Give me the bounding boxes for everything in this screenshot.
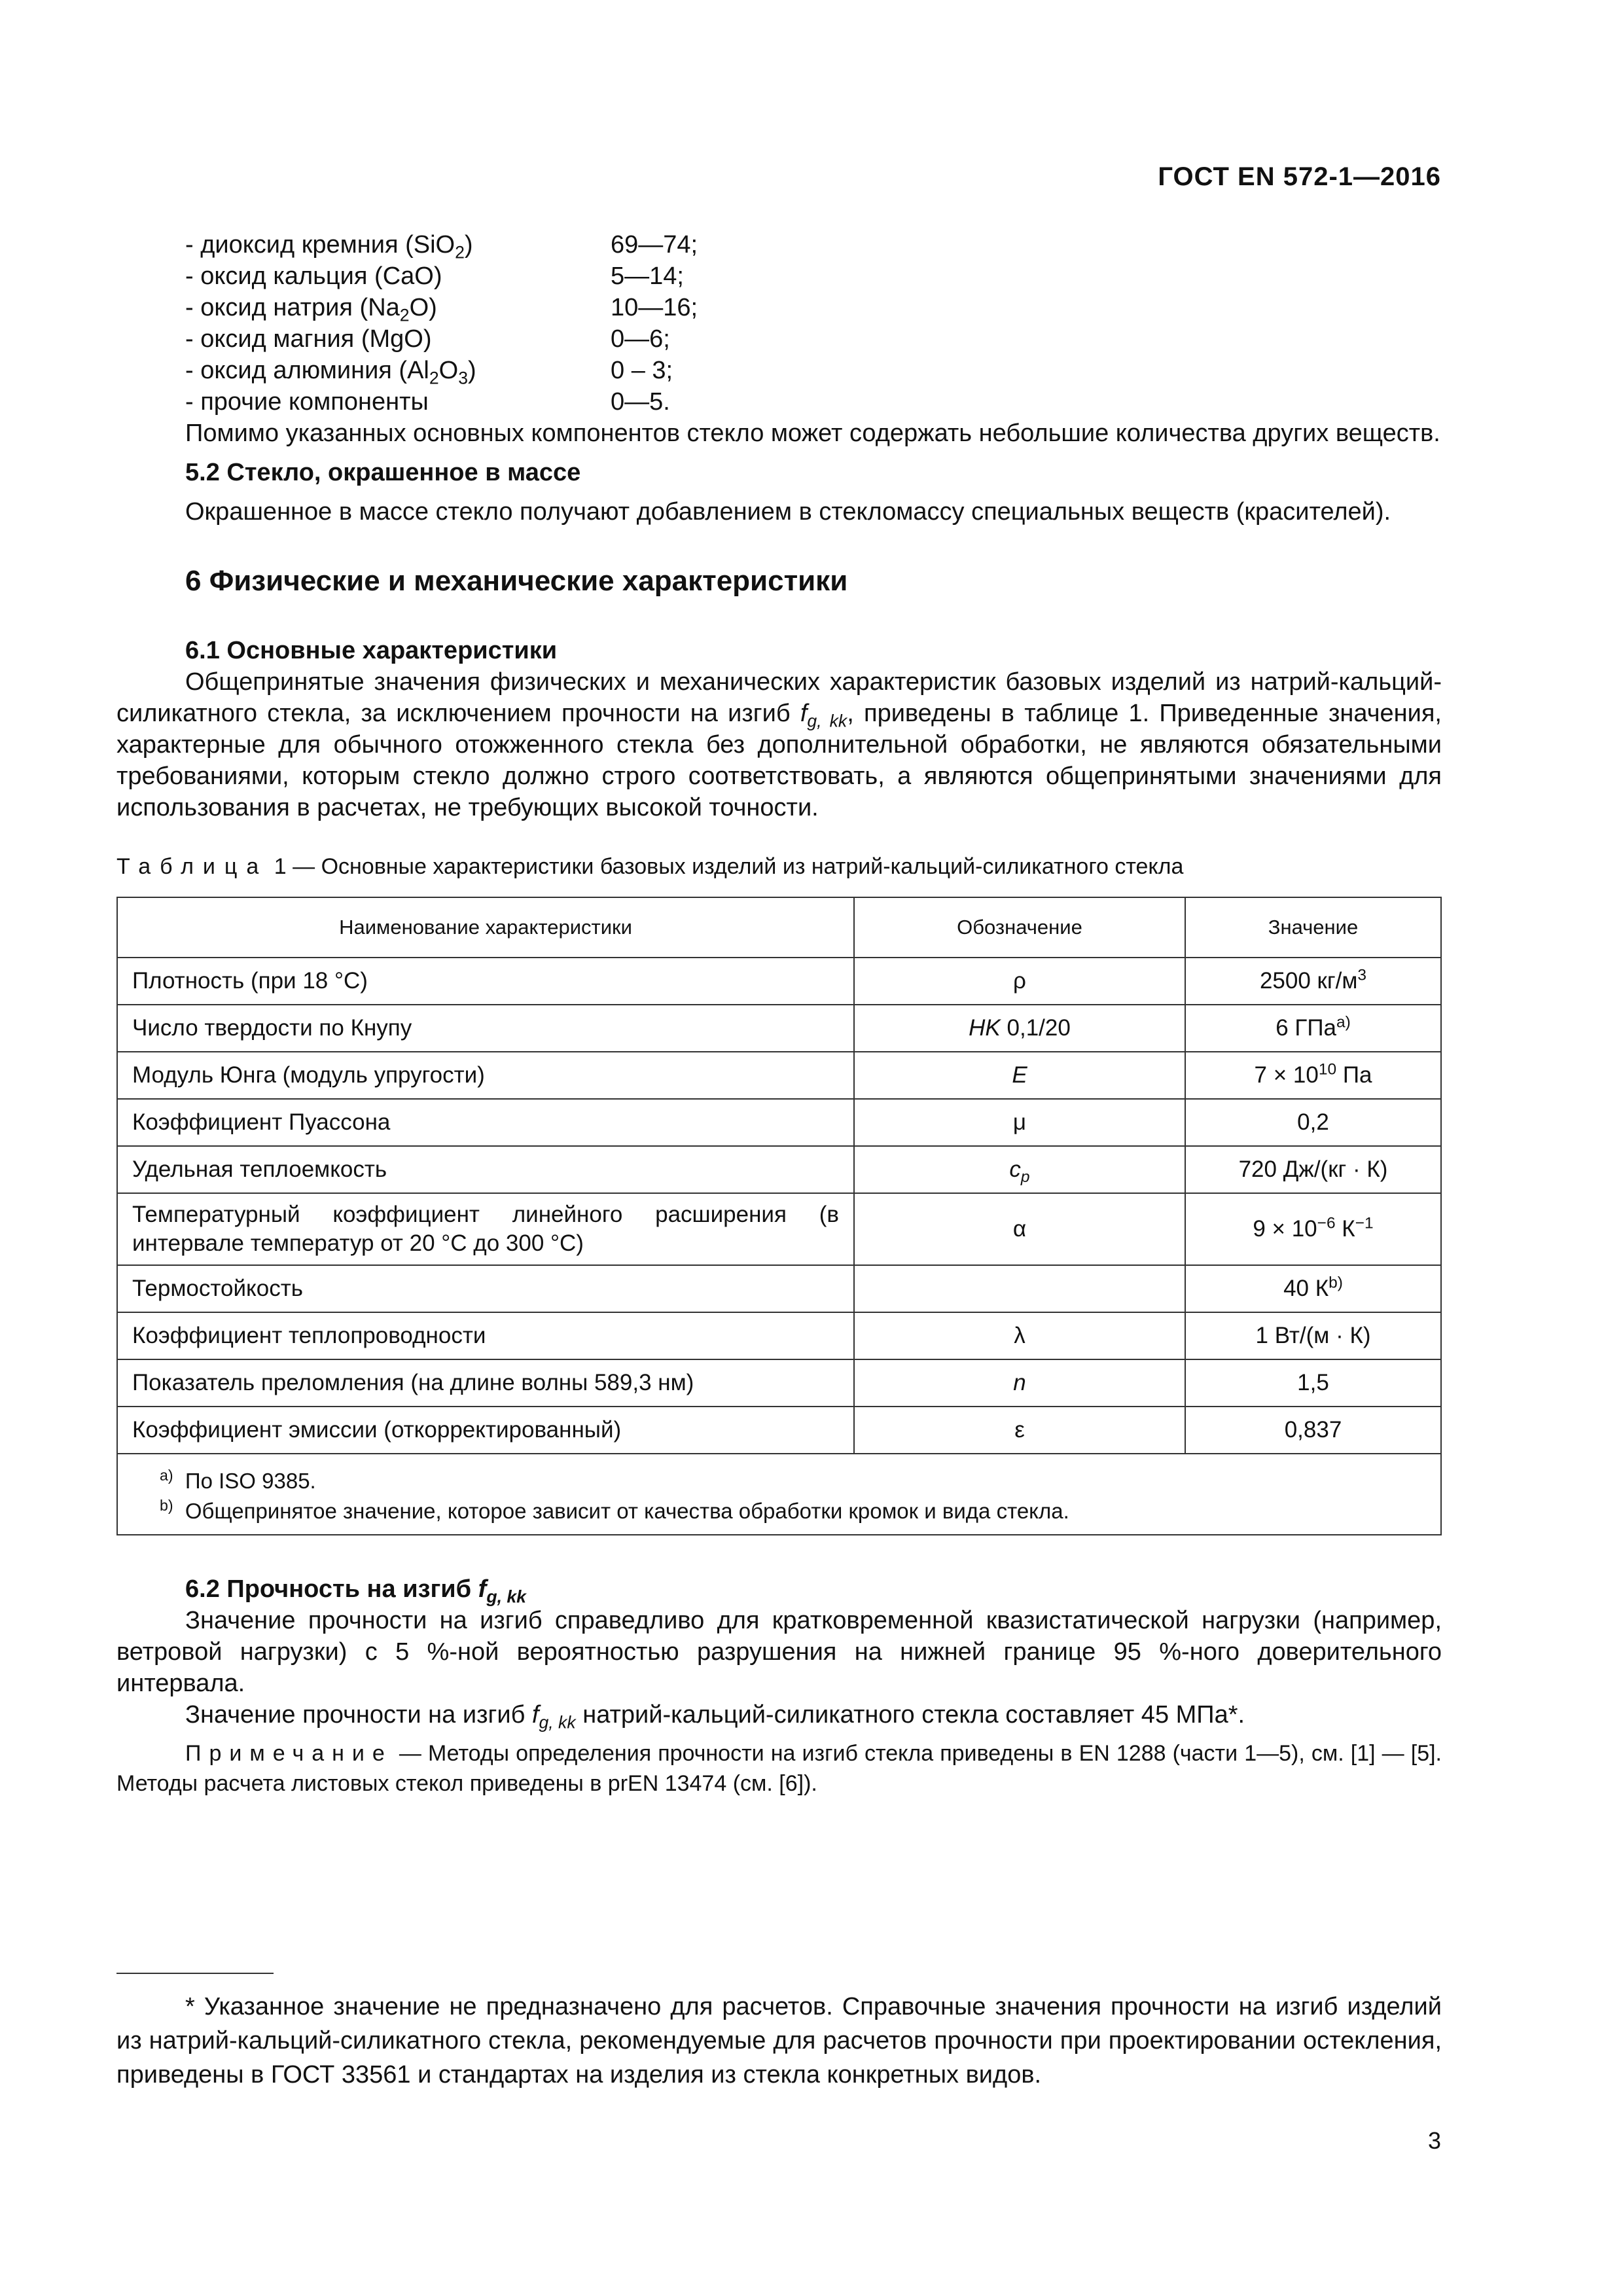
table-footnote-b: $^{b)}$ Общепринятое значение, которое зависит от качества обработки кромок и вида стекла. bbox=[160, 1497, 1069, 1523]
composition-value: 5—14; bbox=[611, 262, 684, 290]
table-header-row bbox=[117, 897, 1441, 958]
table-row: Показатель преломления (на длине волны 589,3 нм) n 1,5 bbox=[117, 1359, 1441, 1407]
page-footnote: * Указанное значение не предназначено для расчетов. Справочные значения прочности на изгиб изделий из натрий-кальций-силикатного стекла, рекомендуемые для расчетов прочности при проектировании остекления, приведены в ГОСТ 33561 и стандартах на изделия из стекла конкретных видов. bbox=[116, 1993, 1442, 2089]
column-header-symbol: Обозначение bbox=[854, 897, 1185, 958]
section-6-2-title: 6.2 Прочность на изгиб $f_{g, kk}$ bbox=[185, 1575, 526, 1607]
composition-list bbox=[185, 229, 1442, 418]
list-item: - прочие компоненты 0—5. bbox=[185, 386, 1442, 418]
composition-value: 10—16; bbox=[611, 294, 698, 321]
page-number: 3 bbox=[1427, 2127, 1441, 2154]
list-item: - оксид кальция (CaO) 5—14; bbox=[185, 260, 1442, 292]
paragraph-components: Помимо указанных основных компонентов стекло может содержать небольшие количества других веществ. bbox=[185, 420, 1440, 447]
section-5-2-title: 5.2 Стекло, окрашенное в массе bbox=[185, 459, 581, 486]
table-footnote-a: $^{a)}$ По ISO 9385. bbox=[160, 1467, 316, 1493]
table-row: Температурный коэффициент линейного расширения (в интервале температур от 20 °С до 300 °С) α $9 \times 10^{-6}$ $К^{-1}$ bbox=[117, 1193, 1441, 1265]
table-row: Модуль Юнга (модуль упругости) E $7 \times 10^{10}$ Па bbox=[117, 1052, 1441, 1099]
page-content bbox=[116, 229, 1442, 1799]
section-6-title: 6 Физические и механические характеристики bbox=[185, 565, 848, 597]
section-6-1-text: Общепринятые значения физических и механических характеристик базовых изделий из натрий-кальций-силикатного стекла, за исключением прочности на изгиб $f_{g, kk}$, приведены в таблице 1. Приведенные значения, характерные для обычного отожженного стекла без дополнительной обработки, не являются обязательными требованиями, которым стекло должно строго соответствовать, а являются общепринятыми значениями для использования в расчетах, не требующих высокой точности. bbox=[116, 668, 1442, 821]
table-caption: Таблица 1 — Основные характеристики базовых изделий из натрий-кальций-силикатного стекла bbox=[116, 854, 1184, 879]
list-item: - оксид алюминия $(Al_2O_3)$ 0 – 3; bbox=[185, 355, 1442, 386]
composition-value: 0—6; bbox=[611, 325, 670, 353]
table-row: Число твердости по Кнупу HK 0,1/20 6 ГПа$^{a)}$ bbox=[117, 1005, 1441, 1052]
table-row: Коэффициент теплопроводности λ 1 Вт/(м · К) bbox=[117, 1312, 1441, 1359]
section-6-2-paragraph-2: Значение прочности на изгиб $f_{g, kk}$ натрий-кальций-силикатного стекла составляет 45 МПа*. bbox=[185, 1701, 1245, 1732]
table-footnotes-row bbox=[117, 1454, 1441, 1535]
list-item: - диоксид кремния (SiO$_2$) 69—74; bbox=[185, 229, 1442, 260]
table-row: Коэффициент эмиссии (откорректированный) ε 0,837 bbox=[117, 1407, 1441, 1454]
list-item: - оксид натрия $(Na_2O)$ 10—16; bbox=[185, 292, 1442, 323]
document-code-header: ГОСТ EN 572-1—2016 bbox=[1158, 162, 1441, 191]
column-header-value: Значение bbox=[1185, 897, 1441, 958]
table-row: Удельная теплоемкость $c_p$ 720 Дж/(кг · К) bbox=[117, 1146, 1441, 1193]
table-row: Термостойкость 40 $К^{b)}$ bbox=[117, 1265, 1441, 1312]
composition-value: 69—74; bbox=[611, 231, 698, 259]
section-6-1-title: 6.1 Основные характеристики bbox=[185, 637, 558, 664]
column-header-name: Наименование характеристики bbox=[117, 897, 854, 958]
list-item: - оксид магния (MgO) 0—6; bbox=[185, 323, 1442, 355]
section-6-2-note: Примечание — Методы определения прочности на изгиб стекла приведены в EN 1288 (части 1—5), см. [1] — [5]. Методы расчета листовых стекол приведены в prEN 13474 (см. [6]). bbox=[116, 1741, 1442, 1796]
table-row: Коэффициент Пуассона μ 0,2 bbox=[117, 1099, 1441, 1146]
section-5-2-text: Окрашенное в массе стекло получают добавлением в стекломассу специальных веществ (красителей). bbox=[185, 498, 1391, 526]
composition-value: 0 – 3; bbox=[611, 357, 673, 384]
properties-table bbox=[116, 897, 1442, 1535]
footnote-divider bbox=[116, 1973, 274, 1974]
table-row: Плотность (при 18 °C) ρ 2500 $кг/м^3$ bbox=[117, 958, 1441, 1005]
section-6-2-paragraph-1: Значение прочности на изгиб справедливо для кратковременной квазистатической нагрузки (например, ветровой нагрузки) с 5 %-ной вероятностью разрушения на нижней границе 95 %-ного доверительного интервала. bbox=[116, 1607, 1442, 1697]
composition-value: 0—5. bbox=[611, 388, 670, 416]
